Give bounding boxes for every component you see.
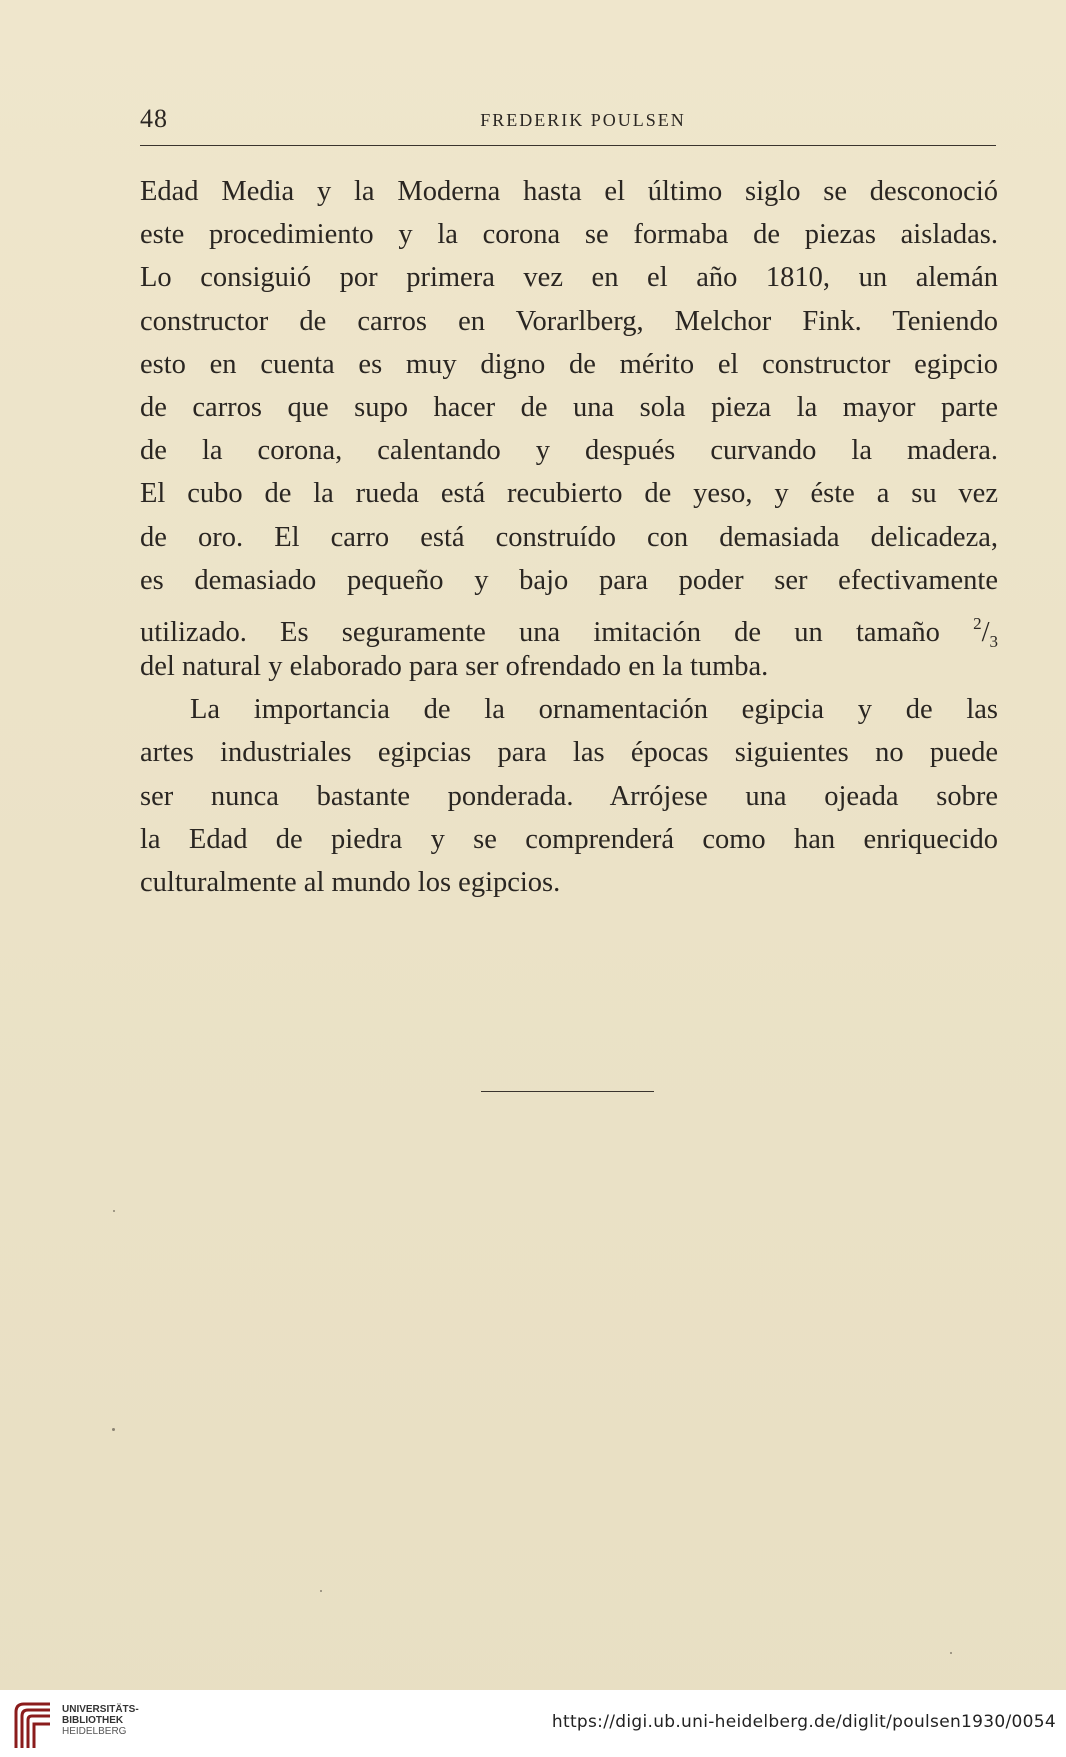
text-line: Edad Media y la Moderna hasta el último siglo se desconoció: [140, 176, 998, 207]
text-line: este procedimiento y la corona se formaba de piezas aisladas.: [140, 219, 998, 251]
text-line: constructor de carros en Vorarlberg, Melchor Fink. Teniendo: [140, 305, 998, 337]
text-line: la Edad de piedra y se comprenderá como han enriquecido: [140, 823, 998, 855]
text-line: El cubo de la rueda está recubierto de yeso, y éste a su vez: [140, 478, 998, 510]
library-name-line3: HEIDELBERG: [62, 1726, 127, 1737]
text-line: del natural y elaborado para ser ofrendado en la tumba.: [140, 651, 769, 683]
text-line: culturalmente al mundo los egipcios.: [140, 867, 561, 898]
text-line: esto en cuenta es muy digno de mérito el constructor egipcio: [140, 348, 998, 380]
library-logo-icon: [10, 1698, 58, 1750]
permalink-url[interactable]: https://digi.ub.uni-heidelberg.de/diglit/poulsen1930/0054: [551, 1712, 1056, 1732]
header-rule: [140, 145, 996, 146]
section-end-rule: [481, 1091, 654, 1092]
text-line: ser nunca bastante ponderada. Arrójese una ojeada sobre: [140, 780, 998, 812]
text-line-indented: La importancia de la ornamentación egipcia y de las: [190, 694, 998, 726]
text-line: es demasiado pequeño y bajo para poder ser efectivamente: [140, 564, 998, 596]
page-number: 48: [140, 104, 168, 133]
text-line-content: utilizado. Es seguramente una imitación de un tamaño: [140, 616, 940, 648]
paper-speck: [950, 1652, 952, 1654]
paper-speck: [113, 1210, 115, 1212]
fraction-denominator: 3: [989, 631, 998, 651]
fraction: [973, 613, 998, 651]
footer-bar: [0, 1690, 1066, 1757]
text-line: Lo consiguió por primera vez en el año 1810, un alemán: [140, 262, 998, 294]
library-name-line1: UNIVERSITÄTS-: [62, 1704, 139, 1715]
library-name-line2: BIBLIOTHEK: [62, 1715, 124, 1726]
text-line: artes industriales egipcias para las épocas siguientes no puede: [140, 737, 998, 769]
running-head: FREDERIK POULSEN: [480, 110, 686, 130]
text-line: de la corona, calentando y después curvando la madera.: [140, 435, 998, 467]
text-line-with-fraction: [140, 602, 998, 651]
library-name: [62, 1704, 139, 1737]
fraction-numerator: 2: [973, 613, 982, 633]
text-line: de oro. El carro está construído con demasiada delicadeza,: [140, 521, 998, 553]
paper-speck: [320, 1590, 322, 1592]
paper-speck: [112, 1428, 115, 1431]
fraction-slash: /: [981, 616, 990, 648]
text-line: de carros que supo hacer de una sola pieza la mayor parte: [140, 391, 998, 423]
body-text: [140, 170, 998, 904]
page-header: [140, 102, 996, 136]
